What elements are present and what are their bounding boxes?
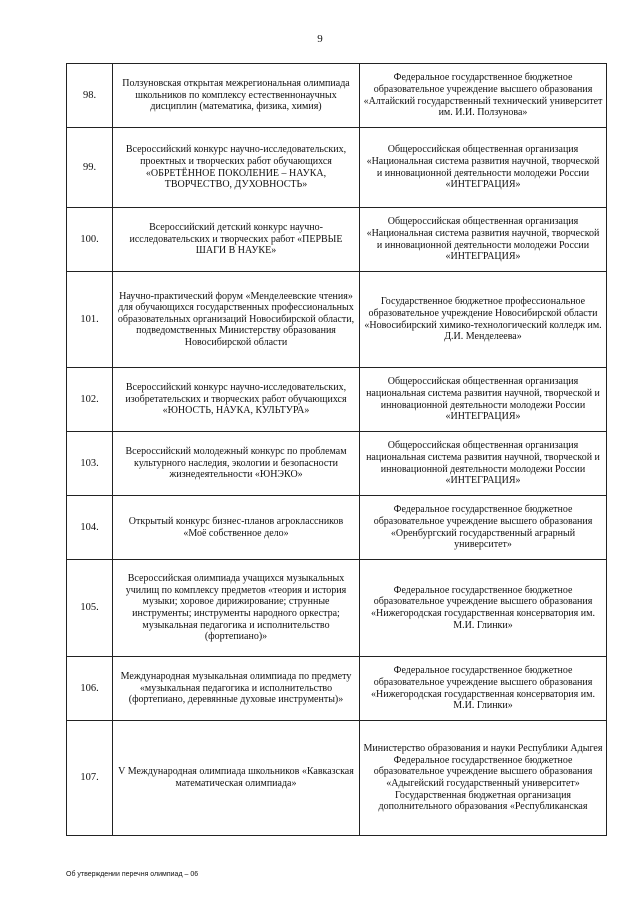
row-number: 102. [67, 368, 113, 432]
row-number: 98. [67, 64, 113, 128]
organizer: Общероссийская общественная организация «Национальная система развития научной, творческой и инновационной деятельности молодежи России «ИНТЕГРАЦИЯ» [360, 208, 607, 272]
table-row [67, 272, 607, 368]
olympiad-name: Ползуновская открытая межрегиональная олимпиада школьников по комплексу естественнонаучных дисциплин (математика, физика, химия) [113, 64, 360, 128]
olympiad-name: Всероссийская олимпиада учащихся музыкальных училищ по комплексу предметов «теория и история музыки; хоровое дирижирование; струнные инструменты; инструменты народного оркестра; музыкальная педагогика и исполнительство (фортепиано)» [113, 560, 360, 657]
row-number: 107. [67, 721, 113, 836]
organizer: Федеральное государственное бюджетное образовательное учреждение высшего образования «Нижегородская государственная консерватория им. М.И. Глинки» [360, 560, 607, 657]
row-number: 106. [67, 657, 113, 721]
table-row [67, 128, 607, 208]
organizer: Федеральное государственное бюджетное образовательное учреждение высшего образования «Оренбургский государственный аграрный университет» [360, 496, 607, 560]
organizer-line: Министерство образования и науки Республики Адыгея [363, 743, 603, 755]
document-footer: Об утверждении перечня олимпиад – 06 [66, 871, 199, 878]
olympiad-name: Всероссийский молодежный конкурс по проблемам культурного наследия, экологии и безопасности жизнедеятельности «ЮНЭКО» [113, 432, 360, 496]
organizer-line: Государственная бюджетная организация дополнительного образования «Республиканская [378, 789, 588, 813]
olympiad-name: Всероссийский конкурс научно-исследовательских, изобретательских и творческих работ обучающихся «ЮНОСТЬ, НАУКА, КУЛЬТУРА» [113, 368, 360, 432]
row-number: 104. [67, 496, 113, 560]
table-row [67, 560, 607, 657]
table-row [67, 64, 607, 128]
row-number: 101. [67, 272, 113, 368]
page-number: 9 [317, 33, 323, 45]
table-row [67, 208, 607, 272]
row-number: 105. [67, 560, 113, 657]
olympiad-table [66, 63, 607, 836]
olympiad-name: V Международная олимпиада школьников «Кавказская математическая олимпиада» [113, 721, 360, 836]
organizer: Государственное бюджетное профессиональное образовательное учреждение Новосибирской области «Новосибирский химико-технологический колледж им. Д.И. Менделеева» [360, 272, 607, 368]
organizer: Федеральное государственное бюджетное образовательное учреждение высшего образования «Нижегородская государственная консерватория им. М.И. Глинки» [360, 657, 607, 721]
organizer [360, 721, 607, 836]
row-number: 99. [67, 128, 113, 208]
row-number: 103. [67, 432, 113, 496]
organizer: Общероссийская общественная организация национальная система развития научной, творческой и инновационной деятельности молодежи России «ИНТЕГРАЦИЯ» [360, 432, 607, 496]
olympiad-name: Международная музыкальная олимпиада по предмету «музыкальная педагогика и исполнительство (фортепиано, деревянные духовые инструменты)» [113, 657, 360, 721]
olympiad-name: Всероссийский конкурс научно-исследовательских, проектных и творческих работ обучающихся «ОБРЕТЁННОЕ ПОКОЛЕНИЕ – НАУКА, ТВОРЧЕСТВО, ДУХОВНОСТЬ» [113, 128, 360, 208]
olympiad-name: Научно-практический форум «Менделеевские чтения» для обучающихся государственных профессиональных образовательных организаций Новосибирской области, подведомственных Министерству образования Новосибирской области [113, 272, 360, 368]
table-row [67, 496, 607, 560]
olympiad-name: Всероссийский детский конкурс научно-исследовательских и творческих работ «ПЕРВЫЕ ШАГИ В НАУКЕ» [113, 208, 360, 272]
olympiad-name: Открытый конкурс бизнес-планов агроклассников «Моё собственное дело» [113, 496, 360, 560]
table-row [67, 657, 607, 721]
organizer: Федеральное государственное бюджетное образовательное учреждение высшего образования «Алтайский государственный технический университет им. И.И. Ползунова» [360, 64, 607, 128]
row-number: 100. [67, 208, 113, 272]
table-row [67, 432, 607, 496]
table-row [67, 368, 607, 432]
organizer-line: Федеральное государственное бюджетное образовательное учреждение высшего образования «Адыгейский государственный университет» [373, 754, 593, 789]
table-row [67, 721, 607, 836]
organizer: Общероссийская общественная организация национальная система развития научной, творческой и инновационной деятельности молодежи России «ИНТЕГРАЦИЯ» [360, 368, 607, 432]
organizer: Общероссийская общественная организация «Национальная система развития научной, творческой и инновационной деятельности молодежи России «ИНТЕГРАЦИЯ» [360, 128, 607, 208]
